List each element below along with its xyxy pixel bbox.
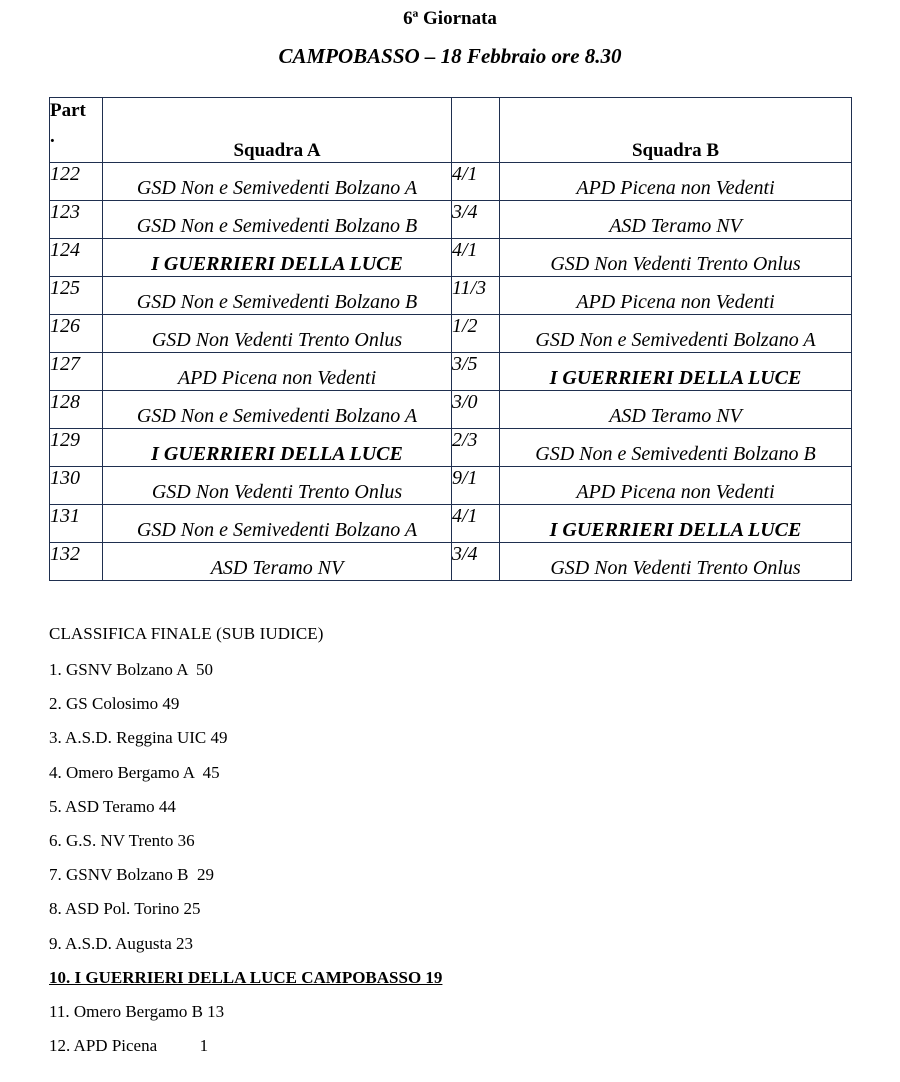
team-a-cell: I GUERRIERI DELLA LUCE: [103, 429, 452, 467]
match-number: 122: [50, 163, 103, 201]
score-cell: 4/1: [452, 239, 500, 277]
team-b-cell: APD Picena non Vedenti: [500, 467, 852, 505]
ranking-heading: CLASSIFICA FINALE (SUB IUDICE): [49, 624, 324, 643]
table-row: [50, 543, 852, 581]
match-number: 127: [50, 353, 103, 391]
column-header-part: [50, 98, 103, 163]
score-cell: 4/1: [452, 505, 500, 543]
table-row: [50, 467, 852, 505]
ranking-item: 10. I GUERRIERI DELLA LUCE CAMPOBASSO 19: [49, 967, 443, 987]
page-subtitle: CAMPOBASSO – 18 Febbraio ore 8.30: [278, 44, 622, 68]
table-header-row: [50, 98, 852, 163]
score-cell: 11/3: [452, 277, 500, 315]
match-number: 126: [50, 315, 103, 353]
team-b-cell: I GUERRIERI DELLA LUCE: [500, 353, 852, 391]
ranking-item: 5. ASD Teramo 44: [49, 796, 176, 816]
team-b-cell: I GUERRIERI DELLA LUCE: [500, 505, 852, 543]
team-a-cell: I GUERRIERI DELLA LUCE: [103, 239, 452, 277]
ranking-item: 4. Omero Bergamo A 45: [49, 762, 220, 782]
table-row: [50, 353, 852, 391]
ranking-item: 3. A.S.D. Reggina UIC 49: [49, 728, 228, 748]
ranking-item: 8. ASD Pol. Torino 25: [49, 899, 201, 919]
table-row: [50, 505, 852, 543]
table-row: [50, 163, 852, 201]
ranking-item: 11. Omero Bergamo B 13: [49, 1001, 225, 1021]
table-row: [50, 391, 852, 429]
score-cell: 1/2: [452, 315, 500, 353]
match-number: 129: [50, 429, 103, 467]
matches-table-body: [50, 98, 852, 581]
column-header-team-a: Squadra A: [103, 98, 452, 163]
column-header-team-b: Squadra B: [500, 98, 852, 163]
table-row: [50, 201, 852, 239]
match-number: 130: [50, 467, 103, 505]
score-cell: 9/1: [452, 467, 500, 505]
team-b-cell: GSD Non e Semivedenti Bolzano B: [500, 429, 852, 467]
column-header-score: [452, 98, 500, 163]
team-a-cell: GSD Non e Semivedenti Bolzano B: [103, 277, 452, 315]
team-b-cell: ASD Teramo NV: [500, 391, 852, 429]
ranking-item: 9. A.S.D. Augusta 23: [49, 933, 194, 953]
column-header-part-label: Part .: [50, 100, 86, 147]
team-a-cell: GSD Non e Semivedenti Bolzano B: [103, 201, 452, 239]
team-a-cell: APD Picena non Vedenti: [103, 353, 452, 391]
match-number: 123: [50, 201, 103, 239]
table-row: [50, 239, 852, 277]
table-row: [50, 429, 852, 467]
match-number: 124: [50, 239, 103, 277]
score-cell: 3/4: [452, 201, 500, 239]
ranking-item: 6. G.S. NV Trento 36: [49, 830, 195, 850]
ranking-item: 7. GSNV Bolzano B 29: [49, 865, 214, 885]
table-row: [50, 315, 852, 353]
score-cell: 4/1: [452, 163, 500, 201]
team-b-cell: APD Picena non Vedenti: [500, 163, 852, 201]
matches-table: [49, 97, 852, 581]
match-number: 132: [50, 543, 103, 581]
team-b-cell: GSD Non Vedenti Trento Onlus: [500, 239, 852, 277]
table-row: [50, 277, 852, 315]
ranking-item: 1. GSNV Bolzano A 50: [49, 660, 214, 679]
page-title: 6ª Giornata: [403, 8, 497, 29]
team-b-cell: GSD Non e Semivedenti Bolzano A: [500, 315, 852, 353]
team-a-cell: GSD Non Vedenti Trento Onlus: [103, 467, 452, 505]
score-cell: 3/4: [452, 543, 500, 581]
team-a-cell: GSD Non e Semivedenti Bolzano A: [103, 163, 452, 201]
ranking-item: 2. GS Colosimo 49: [49, 694, 180, 714]
team-b-cell: ASD Teramo NV: [500, 201, 852, 239]
team-a-cell: ASD Teramo NV: [103, 543, 452, 581]
team-a-cell: GSD Non Vedenti Trento Onlus: [103, 315, 452, 353]
team-b-cell: APD Picena non Vedenti: [500, 277, 852, 315]
team-a-cell: GSD Non e Semivedenti Bolzano A: [103, 505, 452, 543]
match-number: 125: [50, 277, 103, 315]
team-b-cell: GSD Non Vedenti Trento Onlus: [500, 543, 852, 581]
team-a-cell: GSD Non e Semivedenti Bolzano A: [103, 391, 452, 429]
match-number: 128: [50, 391, 103, 429]
score-cell: 2/3: [452, 429, 500, 467]
score-cell: 3/0: [452, 391, 500, 429]
ranking-list: [49, 658, 442, 1068]
ranking-item: 12. APD Picena 1: [49, 1036, 209, 1056]
match-number: 131: [50, 505, 103, 543]
score-cell: 3/5: [452, 353, 500, 391]
